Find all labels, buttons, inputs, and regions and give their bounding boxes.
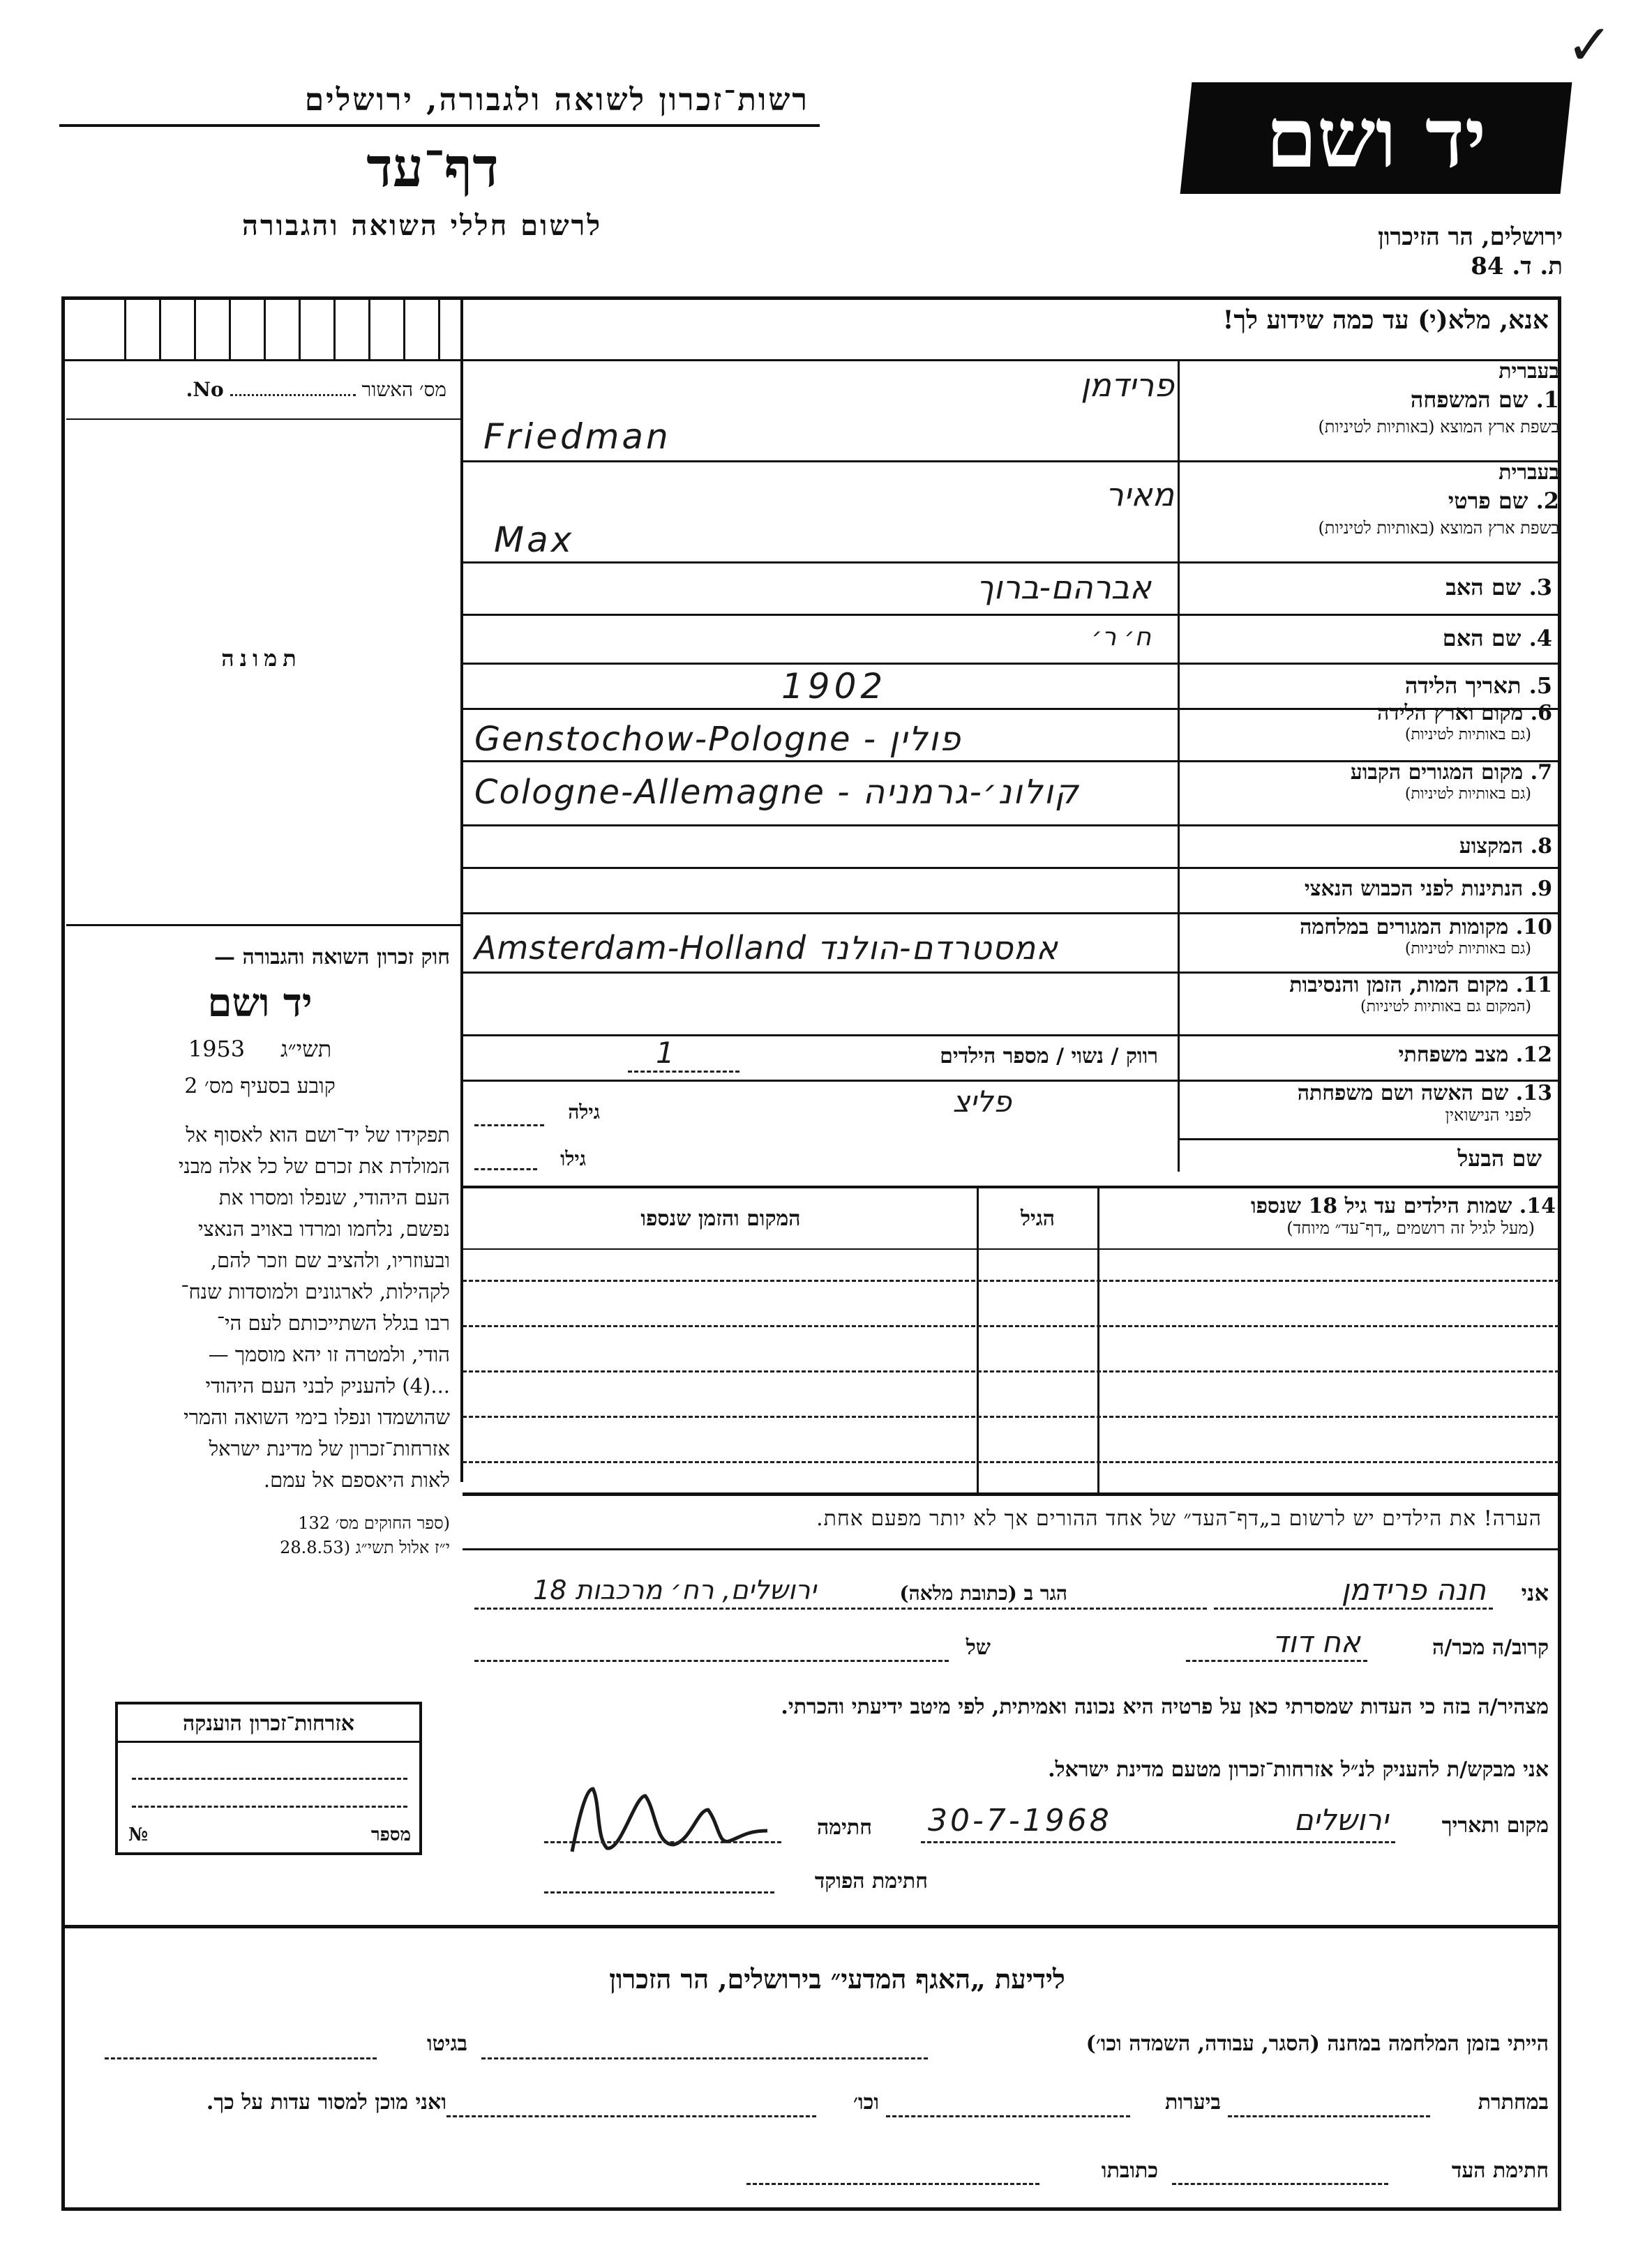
field-12-value-line bbox=[628, 1071, 739, 1073]
field-1-sub: בשפת ארץ המוצא (באותיות לטיניות) bbox=[1318, 417, 1559, 437]
approval-he: מס׳ האשור bbox=[361, 378, 446, 401]
field-8-label: המקצוע bbox=[1459, 834, 1524, 859]
law-line: אזרחות־זכרון של מדינת ישראל bbox=[209, 1437, 450, 1460]
officer-signature-line bbox=[544, 1891, 774, 1893]
field-7-sub: (גם באותיות לטיניות) bbox=[1404, 785, 1531, 803]
footer-camp-line bbox=[481, 2057, 928, 2059]
approval-number-label bbox=[105, 378, 446, 402]
law-logo: יד ושם bbox=[207, 980, 313, 1026]
officer-signature-label: חתימת הפוקד bbox=[814, 1869, 928, 1893]
law-title: חוק זכרון השואה והגבורה — bbox=[214, 945, 450, 969]
citizenship-number-label: מספר bbox=[370, 1824, 411, 1845]
footer-title: לידיעת „האגף המדעי״ בירושלים, הר הזכרון bbox=[609, 1963, 1065, 1995]
field-9-label: הנתינות לפני הכבוש הנאצי bbox=[1304, 877, 1524, 901]
field-6-value[interactable]: Genstochow-Pologne - פולין bbox=[474, 720, 962, 759]
field-row-4 bbox=[1179, 614, 1559, 663]
children-table-top bbox=[463, 1186, 1559, 1188]
place-date-label: מקום ותאריך bbox=[1441, 1813, 1549, 1838]
wife-age-line bbox=[474, 1124, 544, 1126]
field-11-sub: (המקום גם באותיות לטיניות) bbox=[1360, 998, 1531, 1015]
citizenship-no-symbol: № bbox=[128, 1824, 149, 1845]
wife-age-label: גילה bbox=[568, 1101, 600, 1124]
law-line: רבו בגלל השתייכותם לעם הי־ bbox=[216, 1311, 450, 1335]
field-row-12 bbox=[1179, 1034, 1559, 1080]
field-3-label: שם האב bbox=[1445, 574, 1522, 600]
address-line-2: ת. ד. 84 bbox=[1471, 252, 1563, 280]
top-boxes bbox=[61, 296, 460, 359]
law-line: לקהילות, לארגונים ולמוסדות שנח־ bbox=[181, 1280, 450, 1303]
field-10-value[interactable]: Amsterdam-Holland אמסטרדם-הולנד bbox=[474, 929, 1058, 967]
field-13-value[interactable]: פליצ bbox=[952, 1084, 1012, 1119]
check-mark-icon: ✓ bbox=[1566, 13, 1614, 77]
footer-underground-label: במחתרת bbox=[1478, 2090, 1549, 2115]
law-year-he: תשי״ג bbox=[280, 1036, 332, 1062]
field-12-options: רווק / נשוי / מספר הילדים bbox=[940, 1044, 1158, 1068]
law-line: העם היהודי, שנפלו ומסרו את bbox=[218, 1186, 450, 1209]
field-row-6 bbox=[1179, 701, 1559, 760]
law-year bbox=[70, 1036, 450, 1062]
law-year-num: 1953 bbox=[188, 1036, 246, 1062]
law-clause: קובע בסעיף מס׳ 2 bbox=[184, 1074, 336, 1098]
field-row-7 bbox=[1179, 760, 1559, 823]
note-line bbox=[463, 1548, 1559, 1550]
signature-label: חתימה bbox=[817, 1815, 872, 1840]
children-col-place: המקום והזמן שנספו bbox=[640, 1207, 801, 1231]
children-row bbox=[463, 1325, 1559, 1327]
citizenship-box bbox=[115, 1702, 422, 1855]
field-6-sub: (גם באותיות לטיניות) bbox=[1404, 726, 1531, 743]
declaration-statement: מצהיר/ה בזה כי העדות שמסרתי כאן על פרטיה היא נכונה ואמיתית, לפי מיטב ידיעתי והכרתי. bbox=[781, 1695, 1549, 1719]
footer-address-label: כתובתו bbox=[1101, 2159, 1158, 2183]
law-ref-2: י״ז אלול תשי״ג (28.8.53 bbox=[280, 1538, 450, 1557]
relation-value[interactable]: אח דוד bbox=[1272, 1625, 1360, 1659]
yad-vashem-logo bbox=[1180, 82, 1572, 194]
children-table-bottom bbox=[463, 1492, 1559, 1496]
declaration-place[interactable]: ירושלים bbox=[1293, 1803, 1388, 1837]
law-ref-1: (ספר החוקים מס׳ 132 bbox=[298, 1513, 450, 1533]
instruction-text: אנא, מלא(י) עד כמה שידוע לך! bbox=[1222, 305, 1549, 335]
field-12-label: מצב משפחתי bbox=[1398, 1043, 1509, 1067]
field-row-3 bbox=[1179, 561, 1559, 614]
husband-age-label: גילו bbox=[560, 1147, 586, 1170]
field-2-value-latin[interactable]: Max bbox=[494, 520, 575, 560]
field-row-13 bbox=[1179, 1080, 1559, 1139]
field-4-label: שם האם bbox=[1442, 625, 1522, 651]
authority-title: רשות־זכרון לשואה ולגבורה, ירושלים bbox=[304, 82, 809, 118]
field-1-label: שם המשפחה bbox=[1410, 386, 1528, 413]
footer-address-line bbox=[746, 2183, 1039, 2185]
declarant-address-label: הגר ב (כתובת מלאה) bbox=[899, 1582, 1067, 1605]
photo-label: תמונה bbox=[221, 645, 302, 672]
field-3-value[interactable]: אברהם-ברוך bbox=[976, 568, 1151, 606]
note-text: הערה! את הילדים יש לרשום ב„דף־העד״ של אחד ההורים אך לא יותר מפעם אחת. bbox=[816, 1506, 1542, 1531]
footer-ghetto-line bbox=[105, 2057, 377, 2059]
field-12-num: 12. bbox=[1515, 1043, 1552, 1067]
children-row bbox=[463, 1370, 1559, 1373]
relation-label: קרוב/ה מכר/ה bbox=[1432, 1635, 1549, 1660]
footer-ghetto-label: בגיטו bbox=[426, 2032, 467, 2056]
field-row-2 bbox=[463, 460, 1559, 561]
footer-camp-label: הייתי בזמן המלחמה במחנה (הסגר, עבודה, השמדה וכו׳) bbox=[1086, 2032, 1549, 2056]
law-line: שהושמדו ונפלו בימי השואה והמרי bbox=[183, 1405, 450, 1429]
field-2-value-he[interactable]: מאיר bbox=[1105, 476, 1174, 513]
field-3-num: 3. bbox=[1528, 574, 1552, 600]
husband-name-label: שם הבעל bbox=[1457, 1145, 1542, 1172]
declaration-request: אני מבקש/ת להעניק לנ״ל אזרחות־זכרון מטעם מדינת ישראל. bbox=[1048, 1757, 1549, 1782]
field-13-label: שם האשה ושם משפחתה bbox=[1297, 1081, 1509, 1105]
logo-text: יד ושם bbox=[1265, 89, 1487, 186]
field-9-num: 9. bbox=[1530, 877, 1552, 901]
field-8-num: 8. bbox=[1530, 834, 1552, 859]
declarant-address-line bbox=[474, 1608, 1207, 1610]
field-4-value[interactable]: ח׳ ר׳ bbox=[1091, 623, 1151, 651]
law-line: ...(4) להעניק לבני העם היהודי bbox=[205, 1374, 450, 1398]
field-row-9 bbox=[1179, 867, 1559, 912]
photo-box-bottom bbox=[66, 924, 460, 926]
field-2-num: 2. bbox=[1535, 487, 1559, 514]
footer-forests-line bbox=[886, 2115, 1130, 2117]
children-row bbox=[463, 1461, 1559, 1463]
field-5-num: 5. bbox=[1528, 672, 1552, 699]
children-header bbox=[1102, 1194, 1556, 1239]
law-line: תפקידו של יד־ושם הוא לאסוף אל bbox=[186, 1123, 450, 1147]
field-13-num: 13. bbox=[1515, 1081, 1552, 1105]
field-7-value[interactable]: Cologne-Allemagne - קולונ׳-גרמניה bbox=[474, 773, 1080, 812]
footer-separator bbox=[61, 1925, 1561, 1928]
field-10-label: מקומות המגורים במלחמה bbox=[1300, 915, 1509, 939]
field-row-10 bbox=[1179, 912, 1559, 972]
footer-underground-line bbox=[1228, 2115, 1430, 2117]
husband-age-line bbox=[474, 1168, 537, 1170]
law-body bbox=[70, 1119, 450, 1496]
field-5-label: תאריך הלידה bbox=[1404, 672, 1522, 699]
field-10-num: 10. bbox=[1515, 915, 1552, 939]
address-line-1: ירושלים, הר הזיכרון bbox=[1378, 223, 1563, 251]
declarant-address[interactable]: ירושלים, רח׳ מרכבות 18 bbox=[533, 1575, 816, 1605]
citizenship-box-title: אזרחות־זכרון הוענקה bbox=[118, 1704, 419, 1743]
field-12-value[interactable]: 1 bbox=[656, 1036, 675, 1070]
field-7-label: מקום המגורים הקבוע bbox=[1350, 760, 1524, 785]
footer-forests-label: ביערות bbox=[1164, 2090, 1221, 2115]
children-sub: (מעל לגיל זה רושמים „דף־עד״ מיוחד) bbox=[1286, 1218, 1535, 1238]
children-num: 14. bbox=[1519, 1194, 1556, 1218]
law-line: המולדת את זכרם של כל אלה מבני bbox=[178, 1154, 450, 1178]
declaration-date[interactable]: 30-7-1968 bbox=[928, 1803, 1112, 1838]
row-line bbox=[1179, 1138, 1559, 1140]
declarant-name-line bbox=[1214, 1608, 1493, 1610]
field-1-value-latin[interactable]: Friedman bbox=[483, 416, 671, 457]
field-1-tag: בעברית bbox=[1498, 359, 1559, 384]
field-5-value[interactable]: 1902 bbox=[781, 666, 887, 706]
relation-of-line bbox=[474, 1660, 949, 1662]
children-row bbox=[463, 1416, 1559, 1418]
law-line: נפשם, נלחמו ומרדו באויב הנאצי bbox=[197, 1217, 450, 1241]
children-row-line bbox=[463, 1248, 1559, 1250]
field-11-label: מקום המות, הזמן והנסיבות bbox=[1289, 973, 1509, 997]
field-1-value-he[interactable]: פרידמן bbox=[1081, 366, 1174, 404]
field-11-num: 11. bbox=[1515, 973, 1552, 997]
field-2-tag: בעברית bbox=[1498, 460, 1559, 485]
children-col-div-2 bbox=[977, 1186, 979, 1492]
field-6-num: 6. bbox=[1530, 701, 1552, 725]
footer-witness-sig-line bbox=[1172, 2183, 1388, 2185]
footer-witness-sig-label: חתימת העד bbox=[1451, 2159, 1549, 2183]
signature-line bbox=[544, 1841, 781, 1843]
children-col-div-1 bbox=[1097, 1186, 1099, 1492]
field-2-label: שם פרטי bbox=[1448, 487, 1528, 514]
field-2-sub: בשפת ארץ המוצא (באותיות לטיניות) bbox=[1318, 518, 1559, 538]
law-line: ובעוזריו, ולהציב שם וזכר להם, bbox=[210, 1248, 450, 1272]
relation-line bbox=[1186, 1660, 1367, 1662]
children-label: שמות הילדים עד גיל 18 שנספו bbox=[1250, 1194, 1512, 1218]
footer-etc-line bbox=[446, 2115, 816, 2117]
field-7-num: 7. bbox=[1530, 760, 1552, 785]
footer-testify-label: ואני מוכן למסור עדות על כך. bbox=[206, 2090, 446, 2115]
field-10-sub: (גם באותיות לטיניות) bbox=[1404, 940, 1531, 958]
declarant-label-i: אני bbox=[1521, 1580, 1549, 1606]
signature-mark bbox=[558, 1775, 781, 1866]
field-6-label: מקום וארץ הלידה bbox=[1376, 701, 1524, 725]
field-1-num: 1. bbox=[1535, 386, 1559, 413]
field-13-sub: לפני הנישואין bbox=[1445, 1105, 1531, 1125]
law-line: לאות היאספם אל עמם. bbox=[263, 1468, 450, 1492]
field-4-num: 4. bbox=[1528, 625, 1552, 651]
children-row bbox=[463, 1280, 1559, 1282]
approval-no: No. bbox=[186, 378, 224, 401]
declarant-name[interactable]: חנה פרידמן bbox=[1341, 1573, 1486, 1607]
approval-line bbox=[66, 418, 460, 420]
authority-underline bbox=[59, 124, 820, 127]
law-line: הודי, ולמטרה זו יהא מוסמך — bbox=[208, 1343, 450, 1366]
relation-of-label: של bbox=[966, 1635, 991, 1660]
field-row-1 bbox=[463, 359, 1559, 460]
footer-etc-label: וכו׳ bbox=[853, 2090, 879, 2115]
form-title: דף־עד bbox=[366, 136, 499, 199]
form-subtitle: לרשום חללי השואה והגבורה bbox=[241, 209, 603, 242]
field-row-11 bbox=[1179, 972, 1559, 1034]
children-col-age: הגיל bbox=[1020, 1207, 1056, 1231]
place-date-line bbox=[921, 1841, 1395, 1843]
